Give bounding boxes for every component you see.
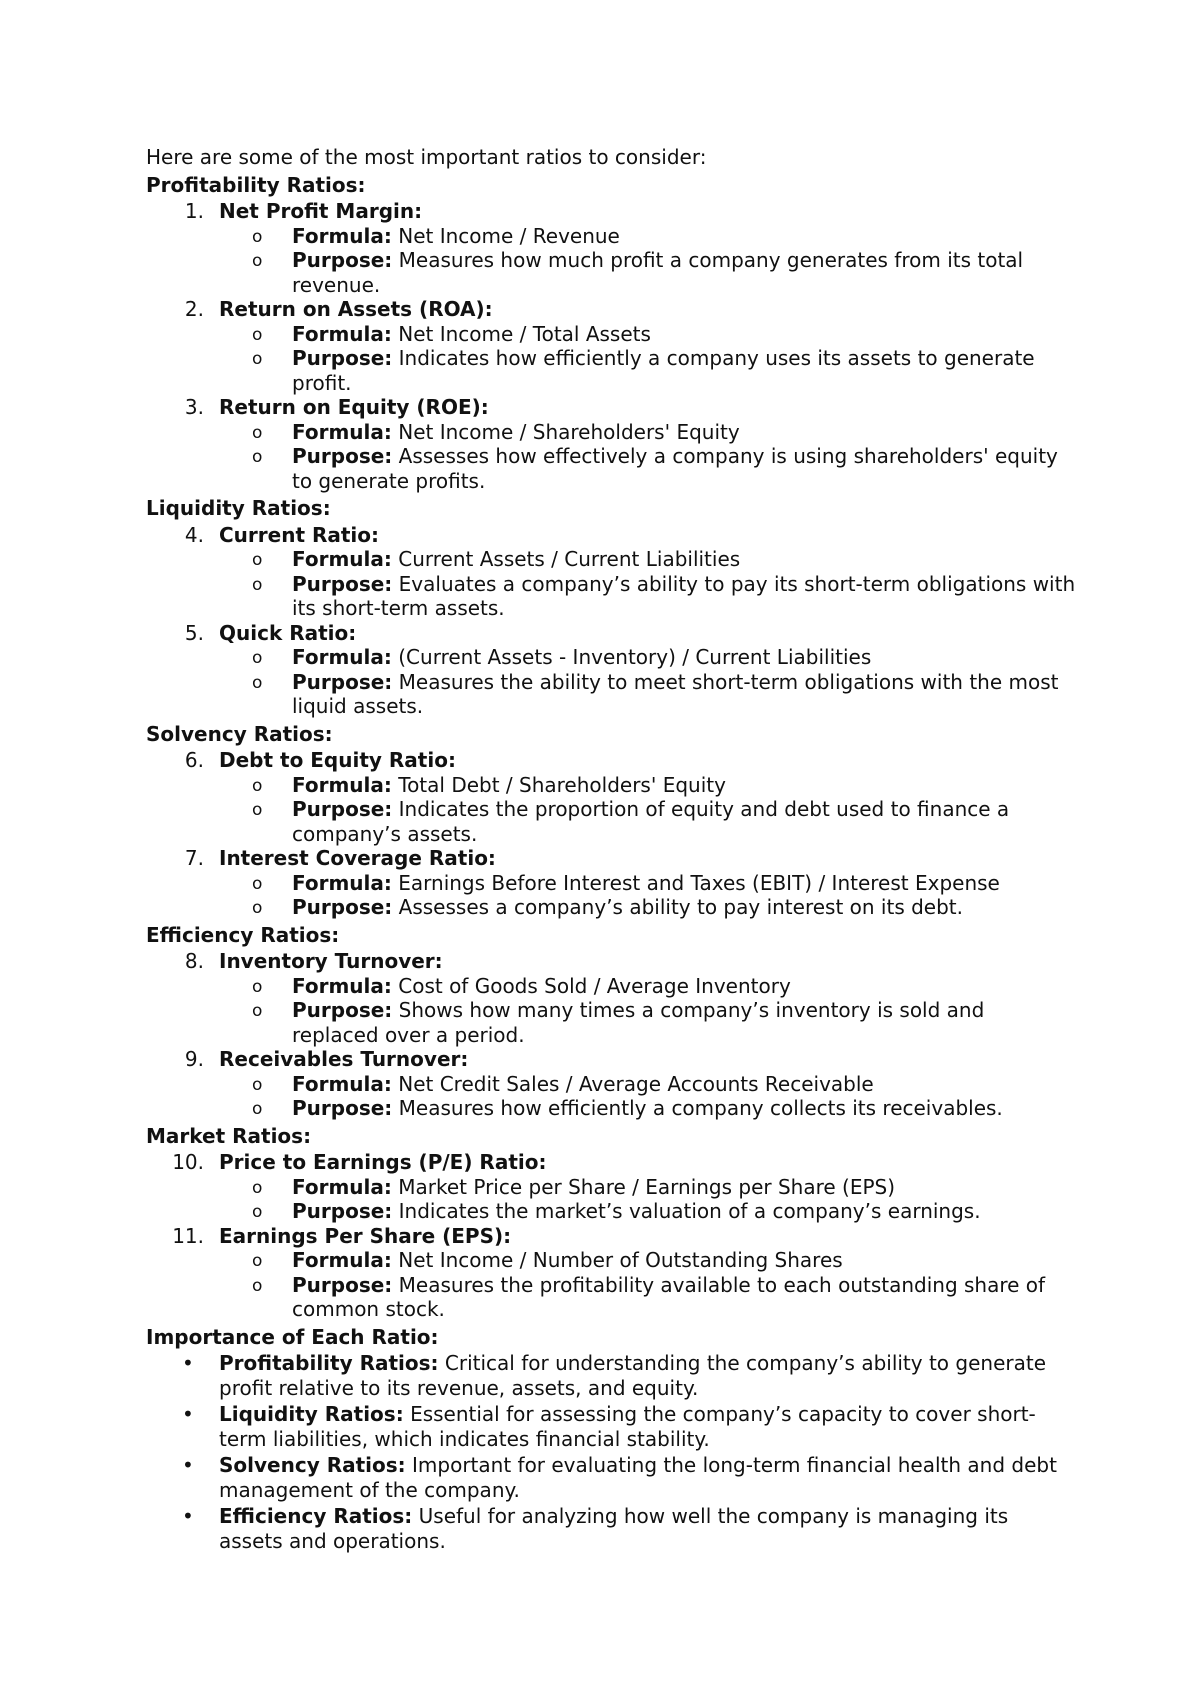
formula-text: Market Price per Share / Earnings per Share (EPS) — [398, 1174, 896, 1199]
section-heading: Efficiency Ratios: — [146, 922, 340, 947]
formula-line — [219, 1072, 1076, 1097]
circle-bullet-icon: o — [252, 226, 263, 247]
circle-bullet-icon: o — [252, 1099, 263, 1119]
circle-bullet-icon: o — [252, 775, 263, 796]
circle-bullet-icon: o — [252, 1202, 263, 1222]
formula-line — [219, 1248, 1076, 1273]
purpose-line — [219, 444, 1076, 493]
ratio-number: 6. — [184, 748, 204, 772]
ratio-item — [146, 621, 1076, 719]
circle-bullet-icon: o — [252, 550, 263, 570]
purpose-line — [219, 998, 1076, 1047]
formula-label: Formula: — [292, 973, 392, 998]
purpose-text: Measures how much profit a company generates from its total revenue. — [292, 248, 1024, 297]
purpose-line — [219, 1199, 1076, 1224]
purpose-label: Purpose: — [292, 346, 393, 370]
formula-text: Net Income / Shareholders' Equity — [398, 419, 740, 444]
section-heading: Profitability Ratios: — [146, 172, 366, 197]
document-content — [146, 145, 1076, 1555]
importance-item — [146, 1504, 1076, 1553]
ratio-number: 5. — [184, 620, 204, 645]
formula-text: Net Income / Number of Outstanding Shares — [398, 1248, 843, 1272]
ratio-number: 7. — [184, 846, 204, 870]
purpose-line — [219, 1273, 1076, 1322]
importance-list — [146, 1351, 1076, 1553]
ratio-item — [146, 748, 1076, 846]
formula-line — [219, 1175, 1076, 1200]
ratio-name: Current Ratio: — [219, 522, 380, 547]
ratio-name: Net Profit Margin: — [219, 199, 423, 223]
circle-bullet-icon: o — [252, 422, 263, 443]
importance-heading: Importance of Each Ratio: — [146, 1324, 439, 1349]
purpose-line — [219, 572, 1076, 621]
formula-label: Formula: — [292, 419, 392, 444]
purpose-label: Purpose: — [292, 1272, 393, 1297]
ratio-section — [146, 923, 1076, 1121]
ratio-section — [146, 722, 1076, 920]
formula-label: Formula: — [292, 1174, 392, 1199]
circle-bullet-icon: o — [252, 251, 263, 271]
formula-text: Earnings Before Interest and Taxes (EBIT) / Interest Expense — [398, 870, 1000, 895]
section-heading: Market Ratios: — [146, 1123, 312, 1148]
importance-item — [146, 1402, 1076, 1451]
formula-label: Formula: — [292, 772, 392, 797]
formula-label: Formula: — [292, 1071, 392, 1096]
ratio-section — [146, 1124, 1076, 1322]
circle-bullet-icon: o — [252, 648, 263, 668]
formula-line — [219, 974, 1076, 999]
formula-text: (Current Assets - Inventory) / Current Liabilities — [398, 645, 872, 669]
ratio-name: Interest Coverage Ratio: — [219, 846, 496, 870]
ratio-detail-list — [219, 1248, 1076, 1322]
bullet-icon: • — [182, 1402, 194, 1426]
formula-text: Total Debt / Shareholders' Equity — [398, 772, 726, 797]
ratio-detail-list — [219, 224, 1076, 298]
ratio-detail-list — [219, 1072, 1076, 1121]
circle-bullet-icon: o — [252, 574, 263, 595]
formula-line — [219, 224, 1076, 249]
ratio-section — [146, 496, 1076, 719]
purpose-label: Purpose: — [292, 669, 393, 694]
formula-label: Formula: — [292, 223, 392, 248]
bullet-icon: • — [182, 1453, 194, 1477]
ratio-item — [146, 1224, 1076, 1322]
purpose-text: Shows how many times a company’s inventory is sold and replaced over a period. — [292, 998, 985, 1047]
purpose-text: Indicates the market’s valuation of a company’s earnings. — [398, 1199, 981, 1223]
circle-bullet-icon: o — [252, 324, 263, 345]
ratio-detail-list — [219, 974, 1076, 1048]
purpose-text: Assesses a company’s ability to pay interest on its debt. — [398, 895, 963, 919]
purpose-text: Measures how efficiently a company collects its receivables. — [398, 1096, 1003, 1120]
importance-item — [146, 1453, 1076, 1502]
ratio-name: Return on Assets (ROA): — [219, 297, 493, 321]
purpose-text: Evaluates a company’s ability to pay its short-term obligations with its short-term assets. — [292, 571, 1076, 620]
section-heading: Liquidity Ratios: — [146, 496, 331, 520]
formula-text: Net Income / Revenue — [398, 223, 620, 248]
intro-text: Here are some of the most important ratios to consider: — [146, 145, 707, 169]
ratio-detail-list — [219, 420, 1076, 494]
formula-line — [219, 547, 1076, 572]
ratio-number: 3. — [184, 395, 204, 419]
formula-text: Cost of Goods Sold / Average Inventory — [398, 973, 791, 998]
circle-bullet-icon: o — [252, 1251, 263, 1271]
formula-label: Formula: — [292, 321, 392, 346]
ratio-section — [146, 173, 1076, 494]
formula-line — [219, 420, 1076, 445]
ratio-name: Debt to Equity Ratio: — [219, 748, 456, 772]
formula-label: Formula: — [292, 870, 392, 895]
ratio-item — [146, 846, 1076, 920]
ratio-name: Earnings Per Share (EPS): — [219, 1223, 512, 1248]
ratio-number: 10. — [172, 1150, 204, 1174]
ratio-detail-list — [219, 547, 1076, 621]
ratio-name: Price to Earnings (P/E) Ratio: — [219, 1150, 547, 1174]
ratio-item — [146, 199, 1076, 297]
circle-bullet-icon: o — [252, 898, 263, 918]
formula-line — [219, 773, 1076, 798]
circle-bullet-icon: o — [252, 1177, 263, 1198]
ratio-number: 1. — [184, 199, 204, 223]
ratio-number: 4. — [184, 522, 204, 547]
purpose-label: Purpose: — [292, 895, 393, 919]
ratio-name: Quick Ratio: — [219, 620, 357, 645]
ratio-number: 8. — [184, 949, 204, 973]
ratio-name: Receivables Turnover: — [219, 1047, 469, 1071]
circle-bullet-icon: o — [252, 447, 263, 467]
importance-label: Profitability Ratios: — [219, 1351, 439, 1375]
importance-text: Important for evaluating the long-term financial health and debt management of the company. — [219, 1453, 1057, 1502]
ratio-item — [146, 1047, 1076, 1121]
circle-bullet-icon: o — [252, 800, 263, 820]
purpose-label: Purpose: — [292, 1096, 393, 1120]
purpose-line — [219, 797, 1076, 846]
purpose-line — [219, 670, 1076, 719]
ratio-item — [146, 1150, 1076, 1224]
formula-label: Formula: — [292, 645, 392, 669]
purpose-line — [219, 248, 1076, 297]
ratio-number: 2. — [184, 297, 204, 321]
purpose-text: Indicates the proportion of equity and debt used to finance a company’s assets. — [292, 797, 1010, 846]
circle-bullet-icon: o — [252, 672, 263, 693]
ratio-detail-list — [219, 871, 1076, 920]
purpose-label: Purpose: — [292, 1199, 393, 1223]
ratio-number: 11. — [172, 1223, 204, 1248]
formula-line — [219, 645, 1076, 670]
bullet-icon: • — [182, 1351, 194, 1375]
sections-container — [146, 173, 1076, 1322]
purpose-text: Assesses how effectively a company is using shareholders' equity to generate profits. — [292, 444, 1058, 493]
circle-bullet-icon: o — [252, 349, 263, 369]
ratio-number: 9. — [184, 1047, 204, 1071]
importance-label: Efficiency Ratios: — [219, 1504, 413, 1528]
ratio-list — [146, 748, 1076, 920]
ratio-item — [146, 297, 1076, 395]
formula-label: Formula: — [292, 1248, 392, 1272]
circle-bullet-icon: o — [252, 1275, 263, 1296]
ratio-detail-list — [219, 322, 1076, 396]
importance-text: Critical for understanding the company’s ability to generate profit relative to its revenue, assets, and equity. — [219, 1351, 1047, 1400]
purpose-label: Purpose: — [292, 248, 393, 272]
purpose-line — [219, 346, 1076, 395]
importance-text: Essential for assessing the company’s capacity to cover short-term liabilities, which indicates financial stability. — [219, 1402, 1036, 1451]
formula-text: Net Income / Total Assets — [398, 321, 651, 346]
formula-label: Formula: — [292, 547, 392, 571]
formula-text: Current Assets / Current Liabilities — [398, 547, 741, 571]
importance-item — [146, 1351, 1076, 1400]
ratio-item — [146, 523, 1076, 621]
importance-label: Solvency Ratios: — [219, 1453, 406, 1477]
purpose-text: Measures the profitability available to each outstanding share of common stock. — [292, 1272, 1046, 1321]
ratio-name: Inventory Turnover: — [219, 949, 443, 973]
purpose-text: Measures the ability to meet short-term obligations with the most liquid assets. — [292, 669, 1059, 718]
importance-section — [146, 1325, 1076, 1554]
circle-bullet-icon: o — [252, 976, 263, 997]
formula-line — [219, 871, 1076, 896]
purpose-label: Purpose: — [292, 444, 393, 468]
purpose-line — [219, 895, 1076, 920]
ratio-detail-list — [219, 1175, 1076, 1224]
ratio-list — [146, 949, 1076, 1121]
section-heading: Solvency Ratios: — [146, 721, 333, 746]
ratio-name: Return on Equity (ROE): — [219, 395, 489, 419]
ratio-list — [146, 1150, 1076, 1322]
ratio-detail-list — [219, 773, 1076, 847]
importance-text: Useful for analyzing how well the company is managing its assets and operations. — [219, 1504, 1009, 1553]
formula-text: Net Credit Sales / Average Accounts Receivable — [398, 1071, 874, 1096]
purpose-text: Indicates how efficiently a company uses its assets to generate profit. — [292, 346, 1035, 395]
bullet-icon: • — [182, 1504, 194, 1528]
purpose-line — [219, 1096, 1076, 1121]
circle-bullet-icon: o — [252, 873, 263, 894]
purpose-label: Purpose: — [292, 998, 393, 1022]
ratio-list — [146, 523, 1076, 719]
ratio-item — [146, 395, 1076, 493]
ratio-list — [146, 199, 1076, 493]
importance-label: Liquidity Ratios: — [219, 1402, 404, 1426]
purpose-label: Purpose: — [292, 571, 393, 596]
ratio-detail-list — [219, 645, 1076, 719]
formula-line — [219, 322, 1076, 347]
circle-bullet-icon: o — [252, 1074, 263, 1095]
ratio-item — [146, 949, 1076, 1047]
purpose-label: Purpose: — [292, 797, 393, 821]
circle-bullet-icon: o — [252, 1001, 263, 1021]
